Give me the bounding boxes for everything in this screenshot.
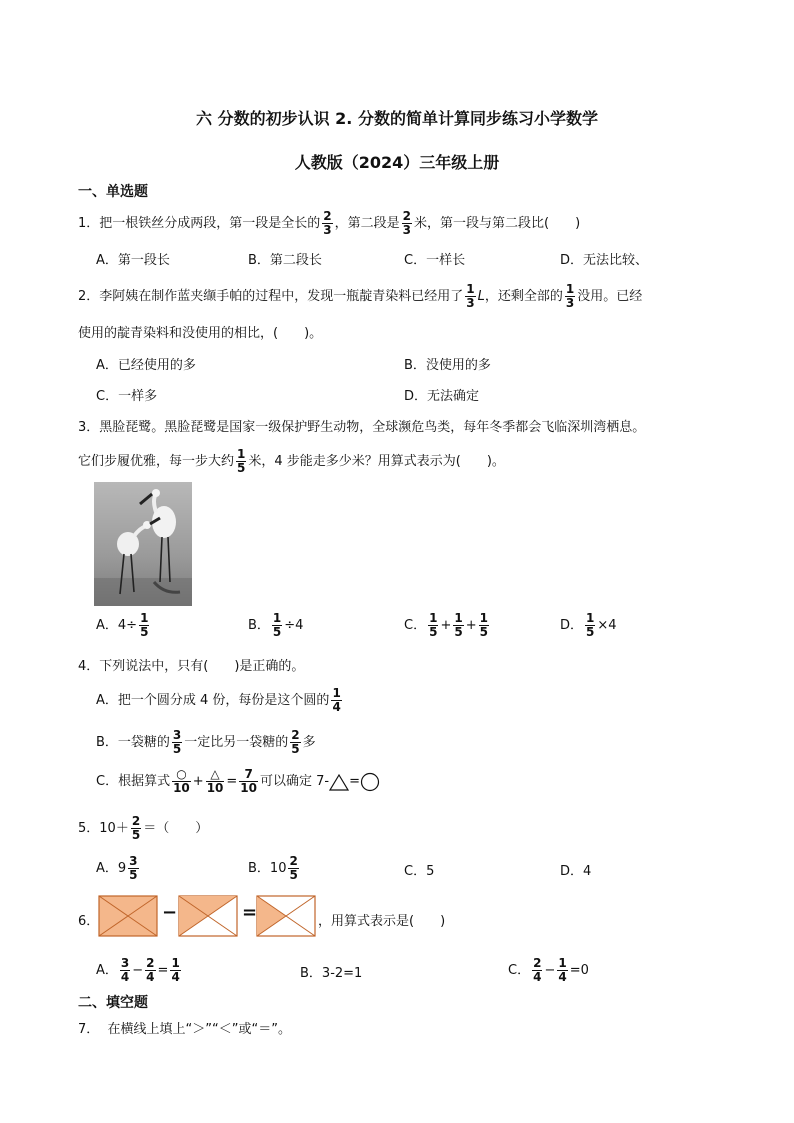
q4-option-c-fraction-2: $\frac{\triangle}{10}$: [206, 767, 224, 795]
q5-option-c[interactable]: C．5: [404, 864, 435, 879]
q3-line-2: [78, 448, 505, 475]
q3-option-a-fraction: $\frac{1}{5}$: [140, 611, 149, 639]
q7-number: 7．: [78, 1022, 100, 1037]
q4-option-c-end: =: [349, 774, 361, 789]
q6-option-c-label: C．: [508, 963, 531, 978]
q3-option-c-fraction-2: $\frac{1}{5}$: [454, 611, 463, 639]
q6-option-c-fraction-1: $\frac{2}{4}$: [533, 956, 542, 984]
q5-option-b-label: B．10: [248, 861, 287, 876]
triangle-icon: [329, 773, 349, 791]
q5-option-a[interactable]: [96, 855, 141, 882]
q6-number: 6．: [78, 914, 100, 929]
q3-option-d-label: D．: [560, 618, 584, 633]
q1-text-2: ，第二段是: [334, 216, 400, 231]
q2-number: 2．: [78, 289, 100, 304]
q2-option-c[interactable]: C．一样多: [96, 389, 158, 404]
q2-line-2: 使用的靛青染料和没使用的相比，( )。: [78, 326, 323, 341]
q4-option-b-text: B．一袋糖的: [96, 735, 170, 750]
q3-fraction: $\frac{1}{5}$: [237, 447, 246, 475]
q2-text-3: 没用。已经: [577, 289, 643, 304]
q6-option-a-fraction-2: $\frac{2}{4}$: [146, 956, 155, 984]
q3-option-c-fraction-3: $\frac{1}{5}$: [479, 611, 488, 639]
q4-option-c[interactable]: [96, 768, 380, 795]
q6-option-a-fraction-3: $\frac{1}{4}$: [171, 956, 180, 984]
spoonbill-photo: [94, 482, 192, 606]
q6-minus: −: [162, 902, 178, 923]
q5-option-a-label: A．9: [96, 861, 127, 876]
q5-stem-post: ＝（ ）: [143, 821, 209, 836]
q4-number: 4．: [78, 659, 100, 674]
q4-option-c-mid: 可以确定 7-: [260, 774, 330, 789]
q3-option-b-expr: ÷4: [284, 618, 304, 633]
q6-option-a-op: −: [132, 963, 144, 978]
q6-equals: =: [242, 902, 258, 923]
q1-number: 1．: [78, 216, 100, 231]
q6-option-c[interactable]: [508, 957, 589, 984]
q5-fraction: $\frac{2}{5}$: [131, 814, 141, 842]
q6-option-a-fraction-1: $\frac{3}{4}$: [120, 956, 130, 984]
q3-option-a[interactable]: [96, 612, 151, 639]
q6-option-b[interactable]: B．3-2=1: [300, 966, 363, 981]
q6-option-c-result: 0: [580, 963, 589, 978]
q6-option-a-equals: =: [157, 963, 169, 978]
q4-stem: 下列说法中，只有( )是正确的。: [99, 659, 305, 674]
question-2: [78, 283, 642, 310]
q4-option-b-end: 多: [302, 735, 316, 750]
q6-option-c-fraction-2: $\frac{1}{4}$: [558, 956, 567, 984]
q7-stem: 在横线上填上“＞”“＜”或“＝”。: [107, 1022, 291, 1037]
q6-box-3: [256, 895, 316, 937]
section-fill-in: 二、填空题: [78, 995, 148, 1011]
question-5: [78, 815, 208, 842]
q5-stem-pre: 10＋: [99, 821, 129, 836]
question-7: [78, 1018, 291, 1037]
q3-option-c-fraction-1: $\frac{1}{5}$: [429, 611, 438, 639]
q2-text-2: ，还剩全部的: [484, 289, 563, 304]
q2-option-b[interactable]: B．没使用的多: [404, 358, 491, 373]
q3-option-d-expr: ×4: [597, 618, 617, 633]
q6-stem: ，用算式表示是( ): [318, 914, 446, 929]
q3-option-c[interactable]: C． $\frac{1}{5}$ + $\frac{1}{5}$ + $\frac{1}{5}$: [404, 611, 488, 639]
q5-option-b-fraction: $\frac{2}{5}$: [289, 854, 298, 882]
q6-option-c-op: −: [544, 963, 556, 978]
q3-option-b-label: B．: [248, 618, 270, 633]
q3-option-a-expr: 4÷: [117, 618, 138, 633]
question-3: [78, 416, 645, 435]
q3-option-b[interactable]: [248, 612, 303, 639]
q4-option-c-plus: +: [192, 774, 204, 789]
q4-option-c-text: C．根据算式: [96, 774, 171, 789]
q3-option-a-label: A．: [96, 618, 118, 633]
q3-option-d-fraction: $\frac{1}{5}$: [586, 611, 595, 639]
q4-option-a[interactable]: [96, 687, 344, 714]
q1-option-a[interactable]: A．第一段长: [96, 253, 170, 268]
q2-option-d[interactable]: D．无法确定: [404, 389, 480, 404]
q1-option-b[interactable]: B．第二段长: [248, 253, 322, 268]
q6-option-a[interactable]: [96, 957, 183, 984]
q5-number: 5．: [78, 821, 100, 836]
q3-text: 它们步履优雅，每一步大约: [78, 454, 235, 469]
q6-box-1: [98, 895, 158, 937]
q1-option-d[interactable]: D．无法比较、: [560, 253, 649, 268]
q4-option-b[interactable]: [96, 729, 316, 756]
q1-text-3: 米，第一段与第二段比( ): [414, 216, 581, 231]
q3-option-b-fraction: $\frac{1}{5}$: [272, 611, 282, 639]
q1-fraction-1: $\frac{2}{3}$: [323, 209, 332, 237]
q4-option-b-fraction-2: $\frac{2}{5}$: [291, 728, 300, 756]
q3-line-1: 黑脸琵鹭。黑脸琵鹭是国家一级保护野生动物，全球濒危鸟类，每年冬季都会飞临深圳湾栖息。: [99, 420, 646, 435]
q6-box-2: [178, 895, 238, 937]
q6-option-a-label: A．: [96, 963, 118, 978]
title-line-1: 六 分数的初步认识 2. 分数的简单计算同步练习小学数学: [196, 109, 598, 128]
q4-option-c-fraction-3: $\frac{7}{10}$: [240, 767, 257, 795]
q4-option-a-text: A．把一个圆分成 4 份，每份是这个圆的: [96, 693, 330, 708]
q4-option-b-mid: 一定比另一袋糖的: [184, 735, 289, 750]
q4-option-c-equals: =: [226, 774, 238, 789]
q3-text-2: 米，4 步能走多少米？用算式表示为( )。: [248, 454, 505, 469]
q5-option-d[interactable]: D．4: [560, 864, 592, 879]
q4-option-a-fraction: $\frac{1}{4}$: [332, 686, 341, 714]
section-single-choice: 一、单选题: [78, 184, 148, 200]
circle-icon: [360, 772, 380, 792]
q2-unit: L: [477, 289, 485, 304]
q4-option-b-fraction-1: $\frac{3}{5}$: [172, 728, 182, 756]
q2-fraction-2: $\frac{1}{3}$: [565, 282, 575, 310]
q3-number: 3．: [78, 420, 100, 435]
q1-fraction-2: $\frac{2}{3}$: [402, 209, 412, 237]
q1-text: 把一根铁丝分成两段，第一段是全长的: [99, 216, 321, 231]
q5-option-a-fraction: $\frac{3}{5}$: [129, 854, 138, 882]
q5-option-b[interactable]: [248, 855, 301, 882]
q1-option-c[interactable]: C．一样长: [404, 253, 466, 268]
q4-option-c-fraction-1: $\frac{○}{10}$: [173, 767, 190, 795]
q2-fraction-1: $\frac{1}{3}$: [466, 282, 475, 310]
q6-option-c-equals: =: [569, 963, 581, 978]
title-line-2: 人教版（2024）三年级上册: [294, 153, 500, 172]
q3-option-d[interactable]: [560, 612, 617, 639]
question-4: [78, 655, 304, 674]
q3-option-c-label: C．: [404, 618, 427, 633]
question-1: [78, 210, 580, 237]
q2-option-a[interactable]: A．已经使用的多: [96, 358, 196, 373]
q2-text: 李阿姨在制作蓝夹缬手帕的过程中，发现一瓶靛青染料已经用了: [99, 289, 464, 304]
